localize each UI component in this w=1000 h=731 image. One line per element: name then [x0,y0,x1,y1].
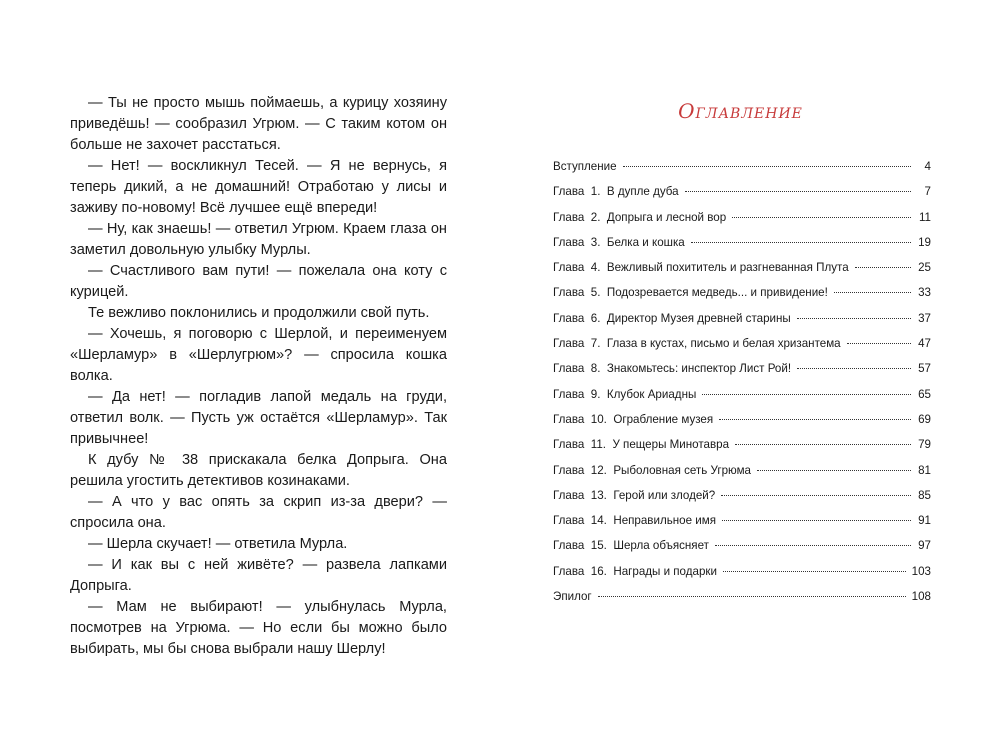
toc-entry[interactable] [553,185,931,210]
toc-entry-page: 65 [918,387,931,401]
toc-entry-label: Глава 13. Герой или злодей? [553,488,716,502]
toc-leader-dots [691,242,911,243]
toc-entry[interactable] [553,590,931,615]
toc-entry-page: 108 [911,590,931,604]
toc-entry-page: 85 [918,488,931,502]
story-paragraph: — Да нет! — погладив лапой медаль на груди, ответил волк. — Пусть уж остаётся «Шерламур». Так привычнее! [70,389,447,447]
toc-leader-dots [623,166,911,167]
story-paragraph: — Счастливого вам пути! — пожелала она коту с курицей. [70,263,447,300]
toc-entry[interactable] [553,539,931,564]
story-paragraph: — Нет! — воскликнул Тесей. — Я не вернусь, я теперь дикий, а не домашний! Отработаю у лисы и заживу по-новому! Всё лучшее ещё впереди! [70,158,447,216]
toc-entry-label: Вступление [553,160,617,173]
toc-leader-dots [797,368,911,369]
toc-entry[interactable] [553,312,931,337]
story-paragraph: — Ты не просто мышь поймаешь, а курицу хозяину приведёшь! — сообразил Угрюм. — С таким котом он больше не захочет расстаться. [70,95,447,153]
toc-entry-label: Эпилог [553,590,592,604]
toc-entry-page: 81 [918,463,931,477]
toc-entry-label: Глава 7. Глаза в кустах, письмо и белая хризантема [553,337,841,351]
toc-entry-label: Глава 10. Ограбление музея [553,412,714,426]
toc-entry-page: 69 [918,412,931,426]
toc-entry-label: Глава 11. У пещеры Минотавра [553,438,730,452]
story-text-page [70,93,447,660]
toc-leader-dots [702,394,911,395]
toc-entry[interactable] [553,464,931,489]
toc-entry-page: 33 [918,286,931,300]
toc-entry[interactable] [553,236,931,261]
toc-entry-label: Глава 3. Белка и кошка [553,235,685,249]
toc-entry[interactable] [553,160,931,185]
toc-entry[interactable] [553,438,931,463]
toc-entry[interactable] [553,565,931,590]
toc-entry-page: 25 [918,261,931,275]
toc-leader-dots [719,419,911,420]
toc-entry[interactable] [553,211,931,236]
toc-entry-page: 103 [911,564,931,578]
story-paragraph: — Мам не выбирают! — улыбнулась Мурла, посмотрев на Угрюма. — Но если бы можно было выбирать, мы бы снова выбрали нашу Шерлу! [70,599,447,657]
toc-leader-dots [797,318,911,319]
toc-entry-page: 47 [918,337,931,351]
toc-entry-label: Глава 6. Директор Музея древней старины [553,311,791,325]
toc-entry[interactable] [553,261,931,286]
story-paragraph: — Хочешь, я поговорю с Шерлой, и переименуем «Шерламур» в «Шерлугрюм»? — спросила кошка волка. [70,326,447,384]
toc-entry[interactable] [553,388,931,413]
toc-leader-dots [715,545,911,546]
toc-leader-dots [722,520,911,521]
toc-leader-dots [732,217,911,218]
toc-entry-page: 97 [918,539,931,553]
story-paragraph: — Ну, как знаешь! — ответил Угрюм. Краем глаза он заметил довольную улыбку Мурлы. [70,221,447,258]
toc-entry-page: 7 [924,185,931,199]
toc-entry-label: Глава 9. Клубок Ариадны [553,387,697,401]
toc-leader-dots [735,444,911,445]
toc-entry-label: Глава 8. Знакомьтесь: инспектор Лист Рой! [553,362,792,376]
toc-leader-dots [598,596,906,597]
toc-entry-page: 37 [918,311,931,325]
toc-entry[interactable] [553,286,931,311]
toc-entry-page: 19 [918,235,931,249]
toc-entry-label: Глава 15. Шерла объясняет [553,539,709,553]
toc-entry-label: Глава 4. Вежливый похититель и разгневанная Плута [553,261,849,275]
toc-entry-label: Глава 1. В дупле дуба [553,185,679,199]
table-of-contents [553,160,931,615]
toc-entry-label: Глава 12. Рыболовная сеть Угрюма [553,463,752,477]
toc-entry[interactable] [553,337,931,362]
toc-entry-page: 91 [918,514,931,528]
toc-title: Оглавление [678,99,803,123]
story-paragraph: К дубу № 38 прискакала белка Допрыга. Она решила угостить детективов козинаками. [70,452,447,489]
toc-entry-page: 4 [924,160,931,173]
toc-leader-dots [721,495,911,496]
toc-entry[interactable] [553,413,931,438]
story-paragraph: Те вежливо поклонились и продолжили свой путь. [88,305,430,321]
toc-leader-dots [834,292,911,293]
toc-entry-label: Глава 5. Подозревается медведь... и привидение! [553,286,828,300]
toc-entry-page: 57 [918,362,931,376]
toc-entry[interactable] [553,489,931,514]
toc-entry-label: Глава 14. Неправильное имя [553,514,716,528]
toc-entry[interactable] [553,362,931,387]
toc-leader-dots [685,191,911,192]
toc-entry-page: 11 [918,210,931,224]
story-paragraph: — Шерла скучает! — ответила Мурла. [88,536,348,552]
toc-leader-dots [847,343,911,344]
toc-entry-label: Глава 16. Награды и подарки [553,564,717,578]
toc-leader-dots [723,571,906,572]
story-paragraph: — И как вы с ней живёте? — развела лапками Допрыга. [70,557,447,594]
story-paragraph: — А что у вас опять за скрип из-за двери? — спросила она. [70,494,447,531]
toc-leader-dots [757,470,911,471]
toc-entry-label: Глава 2. Допрыга и лесной вор [553,210,727,224]
toc-leader-dots [855,267,911,268]
toc-entry-page: 79 [918,438,931,452]
toc-entry[interactable] [553,514,931,539]
